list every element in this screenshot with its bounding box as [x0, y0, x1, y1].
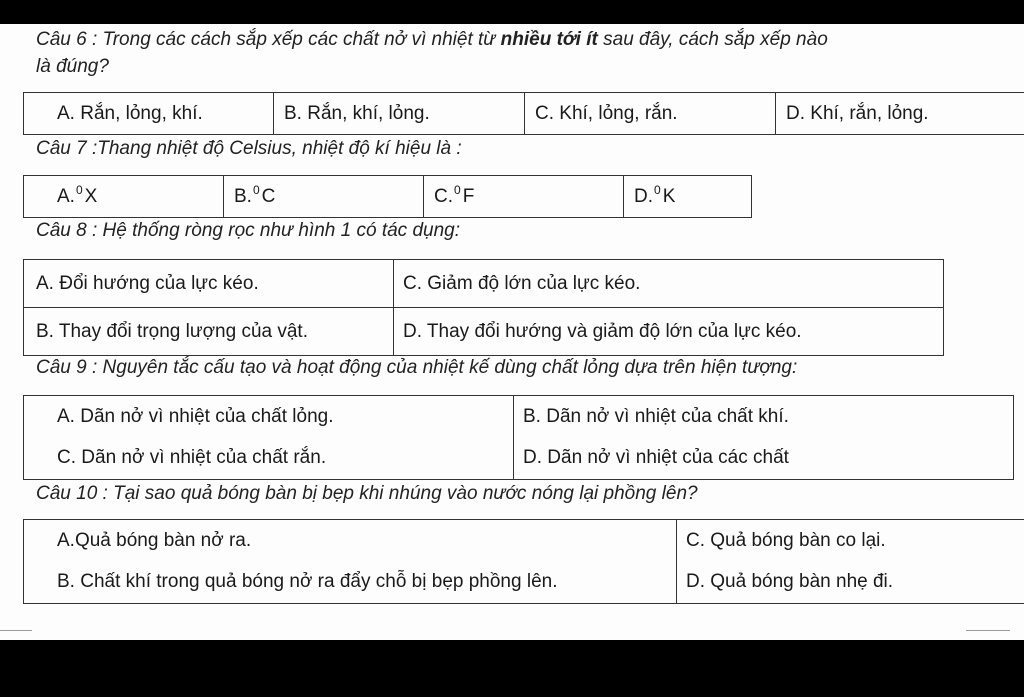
option-6d[interactable]: D. Khí, rắn, lỏng.	[776, 93, 1024, 135]
option-8d[interactable]: D. Thay đổi hướng và giảm độ lớn của lực kéo.	[394, 308, 944, 356]
question-7-text: Câu 7 :Thang nhiệt độ Celsius, nhiệt độ kí hiệu là :	[36, 138, 462, 159]
option-9d[interactable]: D. Dãn nở vì nhiệt của các chất	[514, 438, 1014, 480]
question-6-prefix: Câu 6 : Trong các cách sắp xếp các chất nở vì nhiệt từ	[36, 29, 501, 50]
option-7a[interactable]	[24, 176, 224, 218]
question-6-suffix: sau đây, cách sắp xếp nào	[597, 29, 828, 50]
question-9-options-table	[23, 395, 1014, 480]
option-7b[interactable]	[224, 176, 424, 218]
option-7c-label: C.	[434, 185, 453, 207]
option-7d-unit: K	[662, 185, 676, 207]
question-10-text: Câu 10 : Tại sao quả bóng bàn bị bẹp khi nhúng vào nước nóng lại phồng lên?	[36, 483, 698, 504]
degree-symbol: 0	[654, 182, 661, 197]
page-edge-mark-left	[0, 630, 32, 631]
question-6-options-table	[23, 92, 1024, 135]
question-7-options-table	[23, 175, 752, 218]
option-8c[interactable]: C. Giảm độ lớn của lực kéo.	[394, 260, 944, 308]
question-8-text: Câu 8 : Hệ thống ròng rọc như hình 1 có tác dụng:	[36, 220, 460, 241]
question-6-text-line2: là đúng?	[36, 56, 109, 77]
degree-symbol: 0	[75, 182, 83, 197]
question-9-text: Câu 9 : Nguyên tắc cấu tạo và hoạt động của nhiệt kế dùng chất lỏng dựa trên hiện tượng:	[36, 357, 798, 378]
option-8a[interactable]: A. Đổi hướng của lực kéo.	[24, 260, 394, 308]
option-9c[interactable]: C. Dãn nở vì nhiệt của chất rắn.	[24, 438, 514, 480]
option-9b[interactable]: B. Dãn nở vì nhiệt của chất khí.	[514, 396, 1014, 438]
option-6b[interactable]: B. Rắn, khí, lỏng.	[274, 93, 525, 135]
option-10c[interactable]: C. Quả bóng bàn co lại.	[677, 520, 1024, 562]
option-6c[interactable]: C. Khí, lỏng, rắn.	[525, 93, 776, 135]
option-10b[interactable]: B. Chất khí trong quả bóng nở ra đẩy chỗ bị bẹp phồng lên.	[24, 562, 677, 604]
option-7a-label: A.	[57, 185, 75, 207]
question-10-options-table	[23, 519, 1024, 604]
worksheet-page	[0, 24, 1024, 640]
option-10a[interactable]: A.Quả bóng bàn nở ra.	[24, 520, 677, 562]
option-8b[interactable]: B. Thay đổi trọng lượng của vật.	[24, 308, 394, 356]
option-9a[interactable]: A. Dãn nở vì nhiệt của chất lỏng.	[24, 396, 514, 438]
option-7d[interactable]	[624, 176, 752, 218]
option-7b-label: B.	[234, 185, 252, 207]
option-7d-label: D.	[634, 185, 653, 207]
degree-symbol: 0	[252, 182, 260, 197]
page-edge-mark-right	[966, 630, 1010, 631]
option-7b-unit: C	[261, 185, 276, 207]
question-8-options-table	[23, 259, 944, 356]
question-6-emphasis: nhiều tới ít	[500, 29, 598, 50]
option-10d[interactable]: D. Quả bóng bàn nhẹ đi.	[677, 562, 1024, 604]
option-7c[interactable]	[424, 176, 624, 218]
option-6a[interactable]: A. Rắn, lỏng, khí.	[24, 93, 274, 135]
option-7a-unit: X	[84, 185, 98, 207]
degree-symbol: 0	[454, 182, 461, 197]
option-7c-unit: F	[462, 185, 475, 207]
question-6-text	[36, 28, 828, 52]
